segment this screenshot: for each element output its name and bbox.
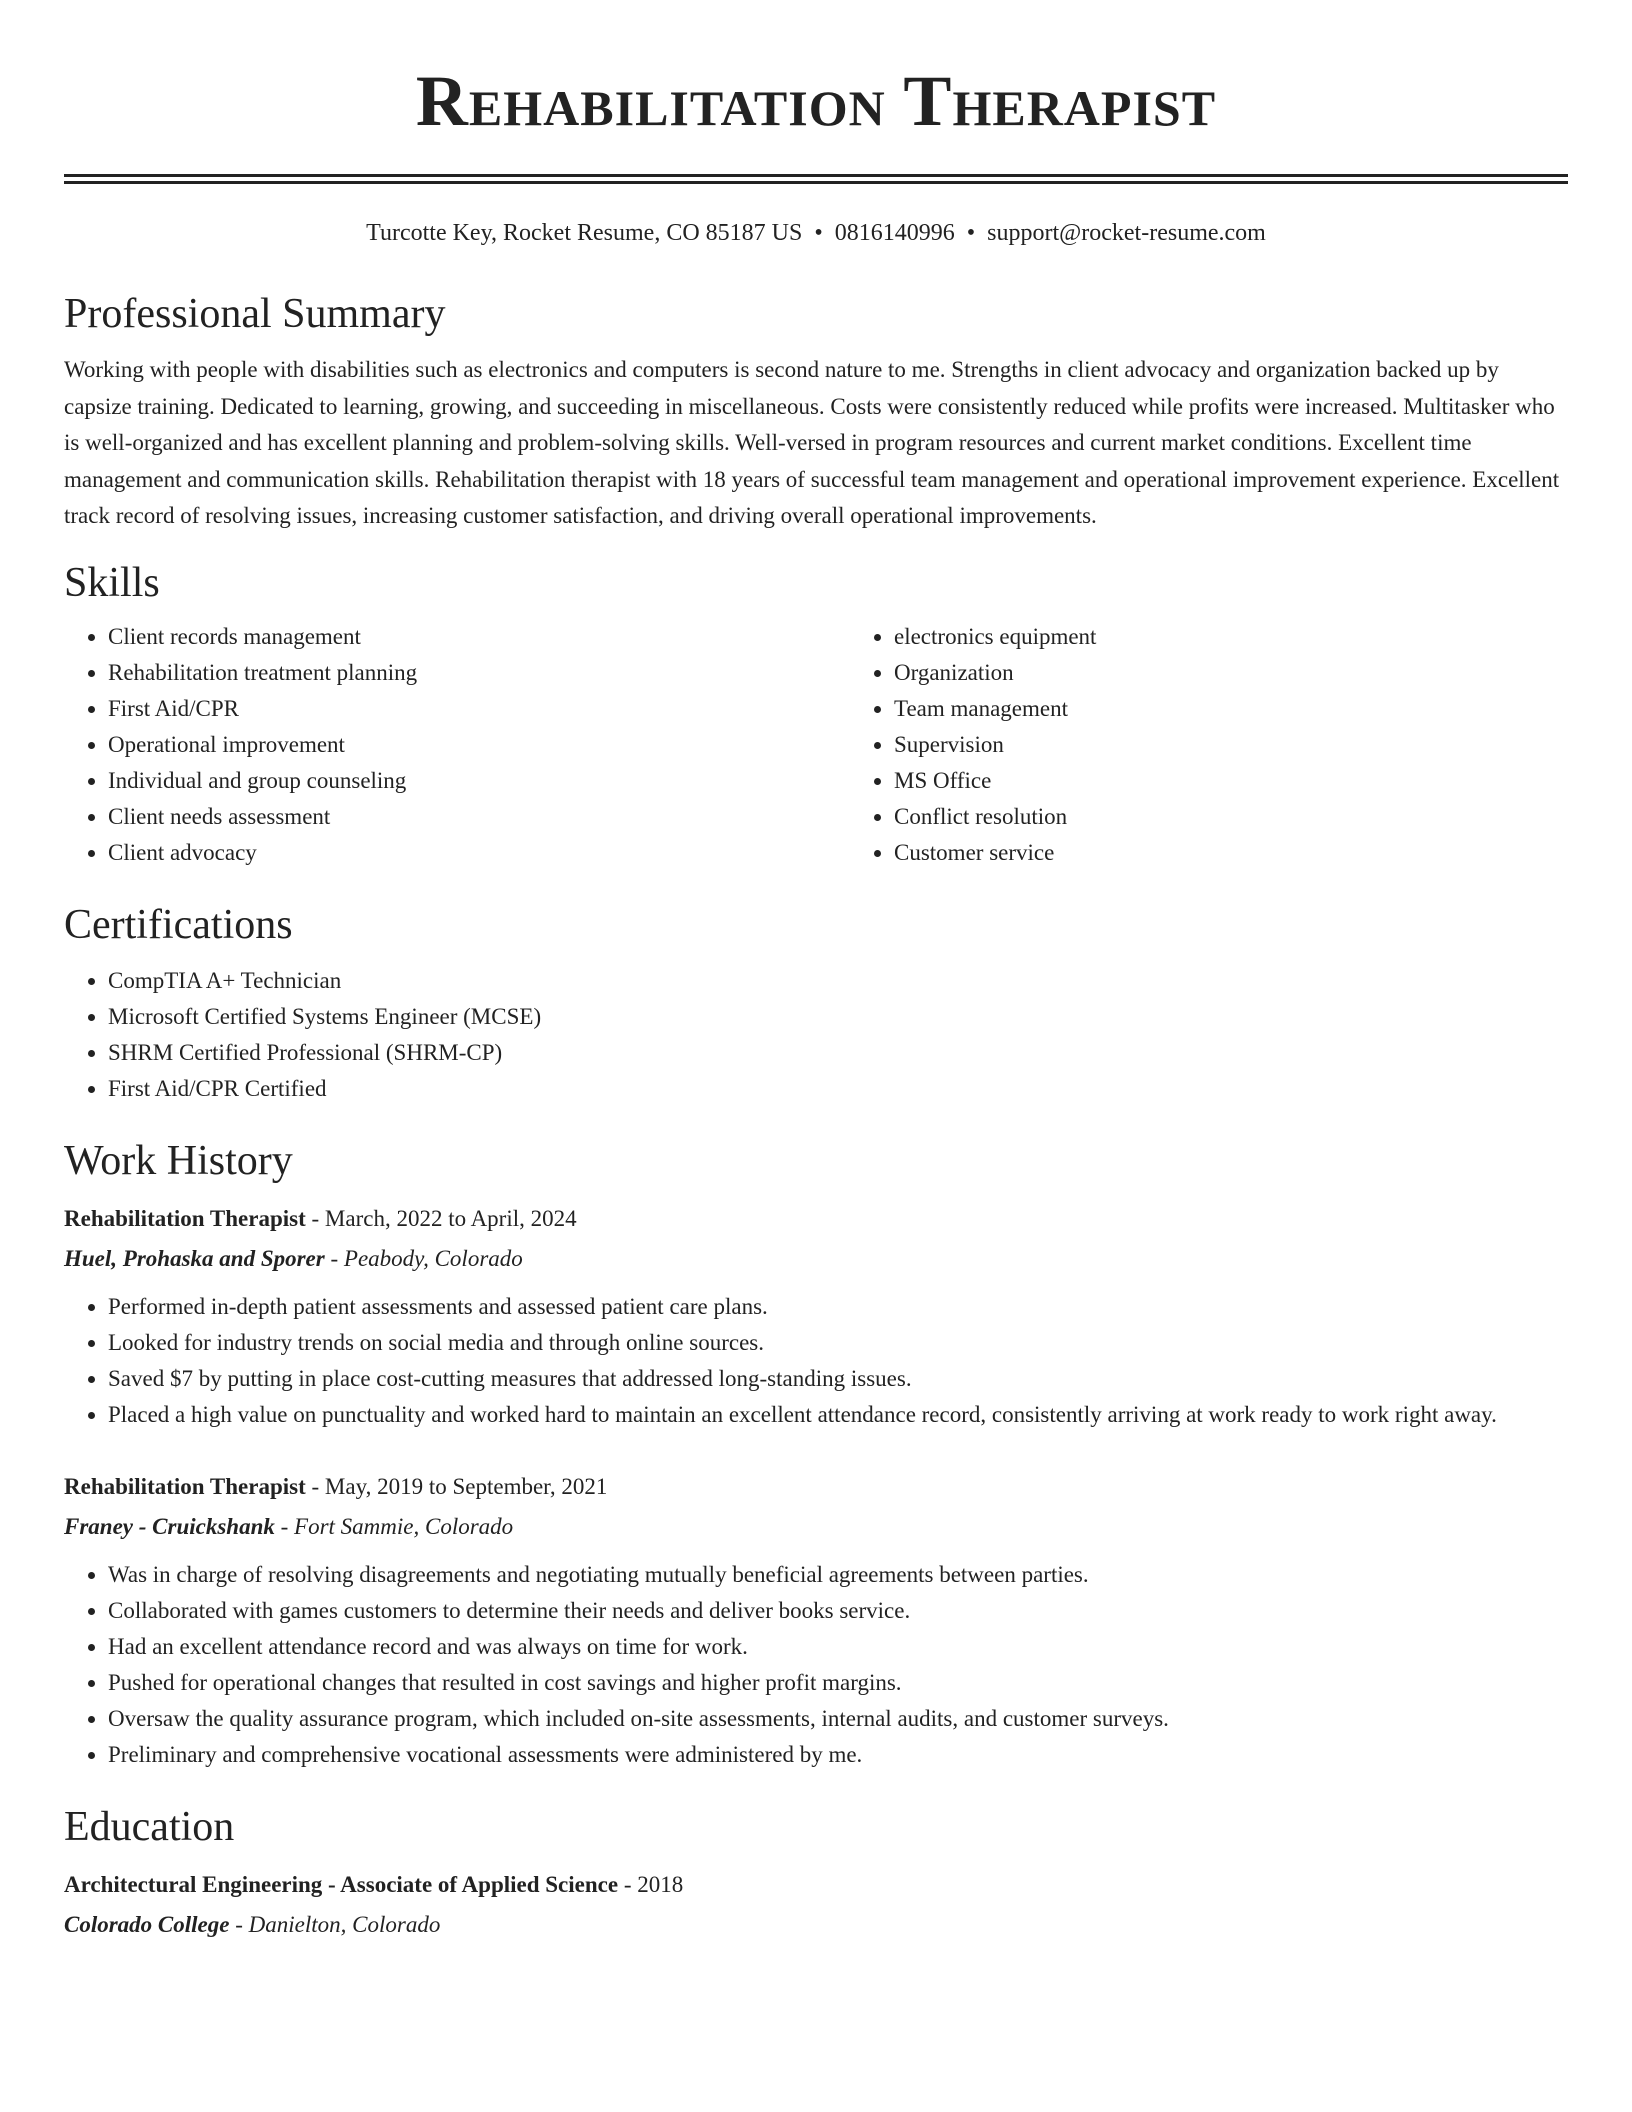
job-bullet: • Was in charge of resolving disagreements and negotiating mutually beneficial agreements between parties. xyxy=(108,1557,1568,1593)
job-entry xyxy=(64,1467,1568,1773)
certification-item: • Microsoft Certified Systems Engineer (MCSE) xyxy=(108,999,1568,1035)
job-dash: - xyxy=(305,1205,325,1231)
education-section xyxy=(64,1801,1568,1945)
contact-separator: • xyxy=(966,220,976,246)
summary-text: Working with people with disabilities such as electronics and computers is second nature to me. Strengths in client advocacy and organization backed up by capsize training. Dedicated to learning, growing, and succeeding in miscellaneous. Costs were consistently reduced while profits were increased. Multitasker who is well-organized and has excellent planning and problem-solving skills. Well-versed in program resources and current market conditions. Excellent time management and communication skills. Rehabilitation therapist with 18 years of successful team management and operational improvement experience. Excellent track record of resolving issues, increasing customer satisfaction, and driving overall operational improvements. xyxy=(64,357,1560,528)
company-location: Peabody, Colorado xyxy=(343,1245,523,1271)
education-heading: Education xyxy=(64,1803,235,1850)
certifications-heading: Certifications xyxy=(64,901,293,948)
job-bullet: • Had an excellent attendance record and was always on time for work. xyxy=(108,1629,1568,1665)
company-name: Franey - Cruickshank xyxy=(64,1513,275,1539)
degree-year: 2018 xyxy=(637,1871,684,1897)
school-name: Colorado College xyxy=(64,1911,230,1937)
job-title: Rehabilitation Therapist xyxy=(64,1473,306,1499)
job-bullet: • Placed a high value on punctuality and worked hard to maintain an excellent attendance record, consistently arriving at work ready to work right away. xyxy=(108,1397,1568,1433)
skill-item: • First Aid/CPR xyxy=(108,691,850,727)
job-title-line xyxy=(64,1467,1568,1507)
job-bullets xyxy=(64,1557,1568,1773)
company-dash: - xyxy=(324,1245,344,1271)
certification-item: • SHRM Certified Professional (SHRM-CP) xyxy=(108,1035,1568,1071)
certification-item: • First Aid/CPR Certified xyxy=(108,1071,1568,1107)
skill-item: • Operational improvement xyxy=(108,727,850,763)
contact-separator: • xyxy=(814,220,823,246)
school-line xyxy=(64,1905,1568,1945)
skill-item: • Customer service xyxy=(894,835,1568,871)
job-bullet: • Pushed for operational changes that resulted in cost savings and higher profit margins. xyxy=(108,1665,1568,1701)
title-divider xyxy=(64,174,1568,184)
skill-item: • Team management xyxy=(894,691,1568,727)
job-bullet: • Saved $7 by putting in place cost-cutting measures that addressed long-standing issues. xyxy=(108,1361,1568,1397)
resume-title: Rehabilitation Therapist xyxy=(415,61,1217,141)
job-dates: May, 2019 to September, 2021 xyxy=(324,1473,608,1499)
skill-item: • MS Office xyxy=(894,763,1568,799)
skill-item: • electronics equipment xyxy=(894,619,1568,655)
skill-item: • Conflict resolution xyxy=(894,799,1568,835)
skill-item: • Organization xyxy=(894,655,1568,691)
skill-item: • Rehabilitation treatment planning xyxy=(108,655,850,691)
skill-item: • Client advocacy xyxy=(108,835,850,871)
skill-item: • Individual and group counseling xyxy=(108,763,850,799)
work-history-heading: Work History xyxy=(64,1137,293,1184)
job-title: Rehabilitation Therapist xyxy=(64,1205,306,1231)
contact-phone: 0816140996 xyxy=(834,220,955,246)
job-bullet: • Preliminary and comprehensive vocational assessments were administered by me. xyxy=(108,1737,1568,1773)
skills-columns xyxy=(64,619,1568,871)
job-bullet: • Looked for industry trends on social media and through online sources. xyxy=(108,1325,1568,1361)
company-name: Huel, Prohaska and Sporer xyxy=(64,1245,325,1271)
certification-item: • CompTIA A+ Technician xyxy=(108,963,1568,999)
summary-heading: Professional Summary xyxy=(64,291,446,337)
job-bullet: • Collaborated with games customers to determine their needs and deliver books service. xyxy=(108,1593,1568,1629)
skills-heading: Skills xyxy=(64,559,160,606)
company-line xyxy=(64,1239,1568,1279)
job-bullets xyxy=(64,1289,1568,1433)
company-line xyxy=(64,1507,1568,1547)
degree-line xyxy=(64,1865,1568,1905)
contact-address: Turcotte Key, Rocket Resume, CO 85187 US xyxy=(366,220,803,246)
degree-name: Architectural Engineering - Associate of Applied Science xyxy=(64,1871,619,1897)
company-dash: - xyxy=(274,1513,295,1539)
school-location: Danielton, Colorado xyxy=(248,1911,441,1937)
job-bullet: • Performed in-depth patient assessments and assessed patient care plans. xyxy=(108,1289,1568,1325)
company-location: Fort Sammie, Colorado xyxy=(294,1513,514,1539)
summary-section xyxy=(64,288,1568,535)
skills-list-right xyxy=(850,619,1568,871)
degree-dash: - xyxy=(618,1871,638,1897)
skill-item: • Supervision xyxy=(894,727,1568,763)
skill-item: • Client needs assessment xyxy=(108,799,850,835)
job-dates: March, 2022 to April, 2024 xyxy=(324,1205,577,1231)
skills-list-left xyxy=(64,619,850,871)
skills-section xyxy=(64,557,1568,871)
contact-line xyxy=(64,218,1568,248)
job-dash: - xyxy=(305,1473,325,1499)
job-bullet: • Oversaw the quality assurance program, which included on-site assessments, internal audits, and customer surveys. xyxy=(108,1701,1568,1737)
work-history-section xyxy=(64,1135,1568,1773)
contact-email: support@rocket-resume.com xyxy=(987,220,1266,246)
certifications-list xyxy=(64,963,1568,1107)
skill-item: • Client records management xyxy=(108,619,850,655)
job-title-line xyxy=(64,1199,1568,1239)
certifications-section xyxy=(64,899,1568,1107)
school-dash: - xyxy=(229,1911,249,1937)
job-entry xyxy=(64,1199,1568,1433)
